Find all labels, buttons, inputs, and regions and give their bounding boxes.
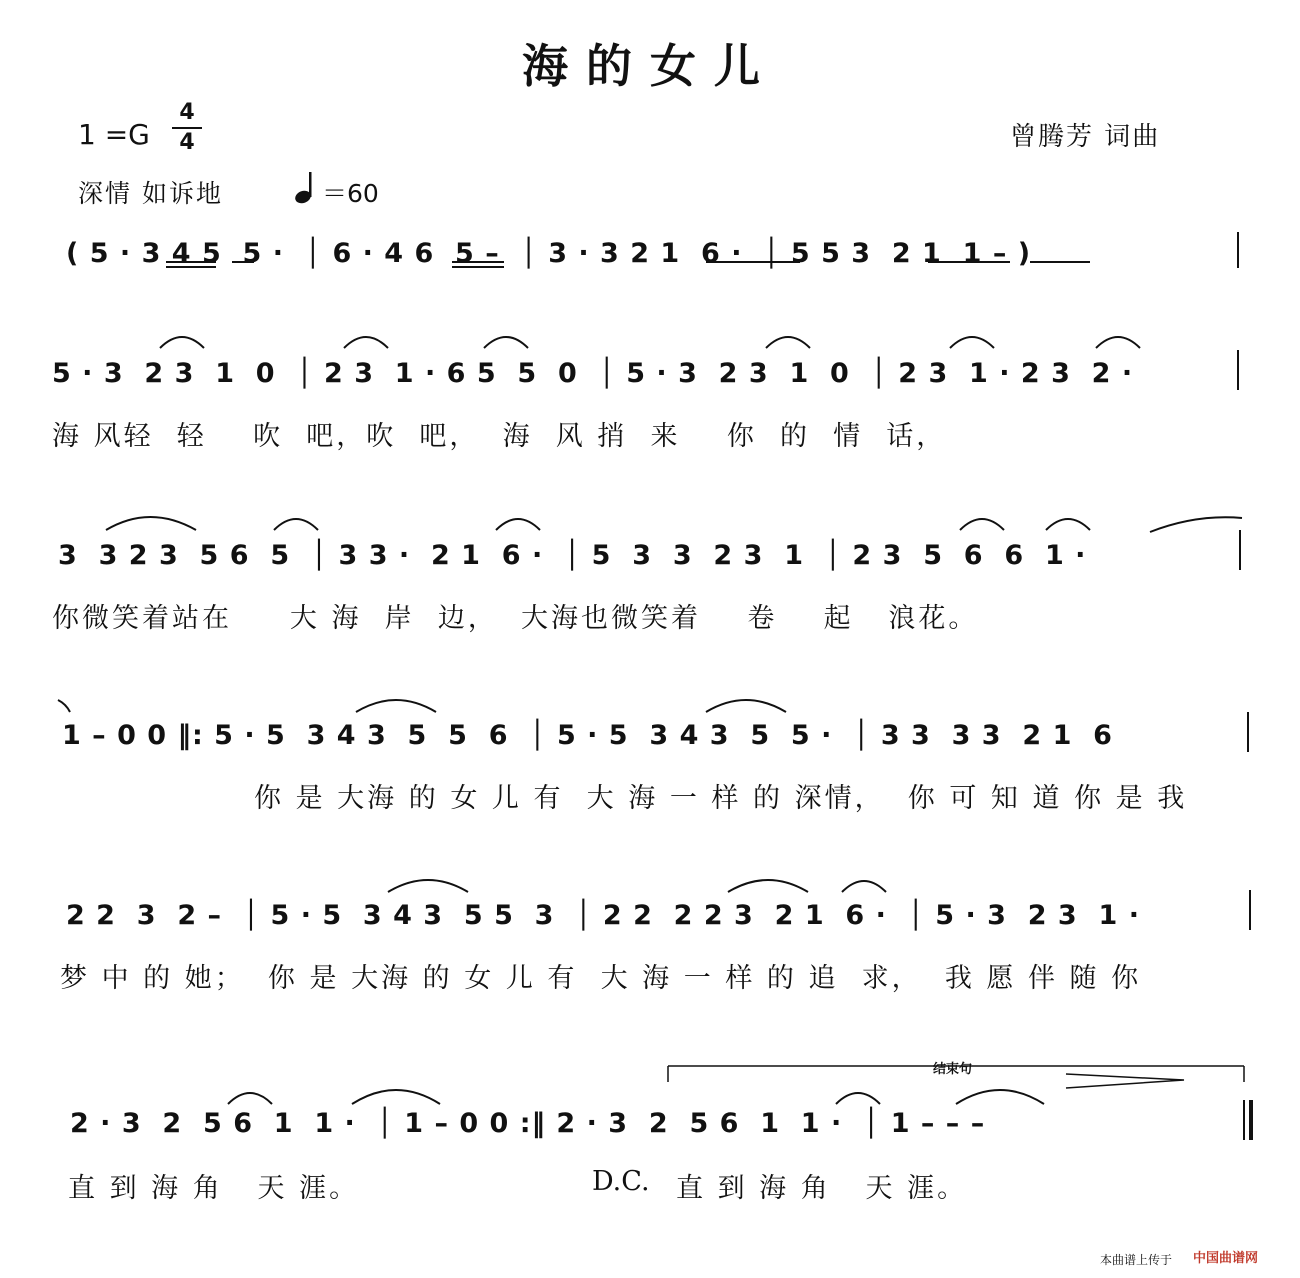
notation-row-6: 2 · 3 2 5 6 1 1 · │ 1 – 0 0 :‖ 2 · 3 2 5 6 1 1 · │ 1 – – – [70,1108,986,1139]
lyrics-row-4: 你 是 大海 的 女 儿 有 大 海 一 样 的 深情， 你 可 知 道 你 是 我 [254,783,1188,814]
notation-row-4: 1 – 0 0 ‖: 5 · 5 3 4 3 5 5 6 │ 5 · 5 3 4 3 5 5 · │ 3 3 3 3 2 1 6 [62,720,1113,751]
footer-upload-text: 本曲谱上传于 [1100,1253,1173,1267]
key-signature: 1 =G [78,118,150,151]
lyrics-row-6a: 直 到 海 角 天 涯。 [68,1173,360,1204]
time-signature-top: 4 [179,100,195,125]
dc-marking: D.C. [592,1166,650,1197]
footer-site-logo: 中国曲谱网 [1193,1251,1259,1266]
notation-row-5: 2 2 3 2 – │ 5 · 5 3 4 3 5 5 3 │ 2 2 2 2 3 2 1 6 · │ 5 · 3 2 3 1 · [66,900,1140,931]
time-signature-bottom: 4 [179,130,195,155]
page-title: 海的女儿 [522,39,778,93]
notation-row-3: 3 3 2 3 5 6 5 │ 3 3 · 2 1 6 · │ 5 3 3 2 3 1 │ 2 3 5 6 6 1 · [58,540,1087,571]
lyrics-row-3: 你微笑着站在 大 海 岸 边， 大海也微笑着 卷 起 浪花。 [52,603,979,634]
ending-label: 结束句 [930,1058,975,1077]
lyrics-row-6b: 直 到 海 角 天 涯。 [676,1173,968,1204]
tempo-bpm: ＝60 [322,179,379,208]
tempo-expression: 深情 如诉地 [78,179,223,208]
lyrics-row-5: 梦 中 的 她； 你 是 大海 的 女 儿 有 大 海 一 样 的 追 求， 我 愿 伴 随 你 [60,963,1142,994]
notation-row-1: ( 5 · 3 4 5 5 · │ 6 · 4 6 5 – │ 3 · 3 2 1 6 · │ 5 5 3 2 1 1 – ) [66,238,1032,269]
composer-credit: 曾腾芳 词曲 [1010,122,1161,152]
notation-row-2: 5 · 3 2 3 1 0 │ 2 3 1 · 6 5 5 0 │ 5 · 3 2 3 1 0 │ 2 3 1 · 2 3 2 · [52,358,1134,389]
lyrics-row-2: 海 风轻 轻 吹 吧，吹 吧， 海 风 捎 来 你 的 情 话， [52,421,947,452]
